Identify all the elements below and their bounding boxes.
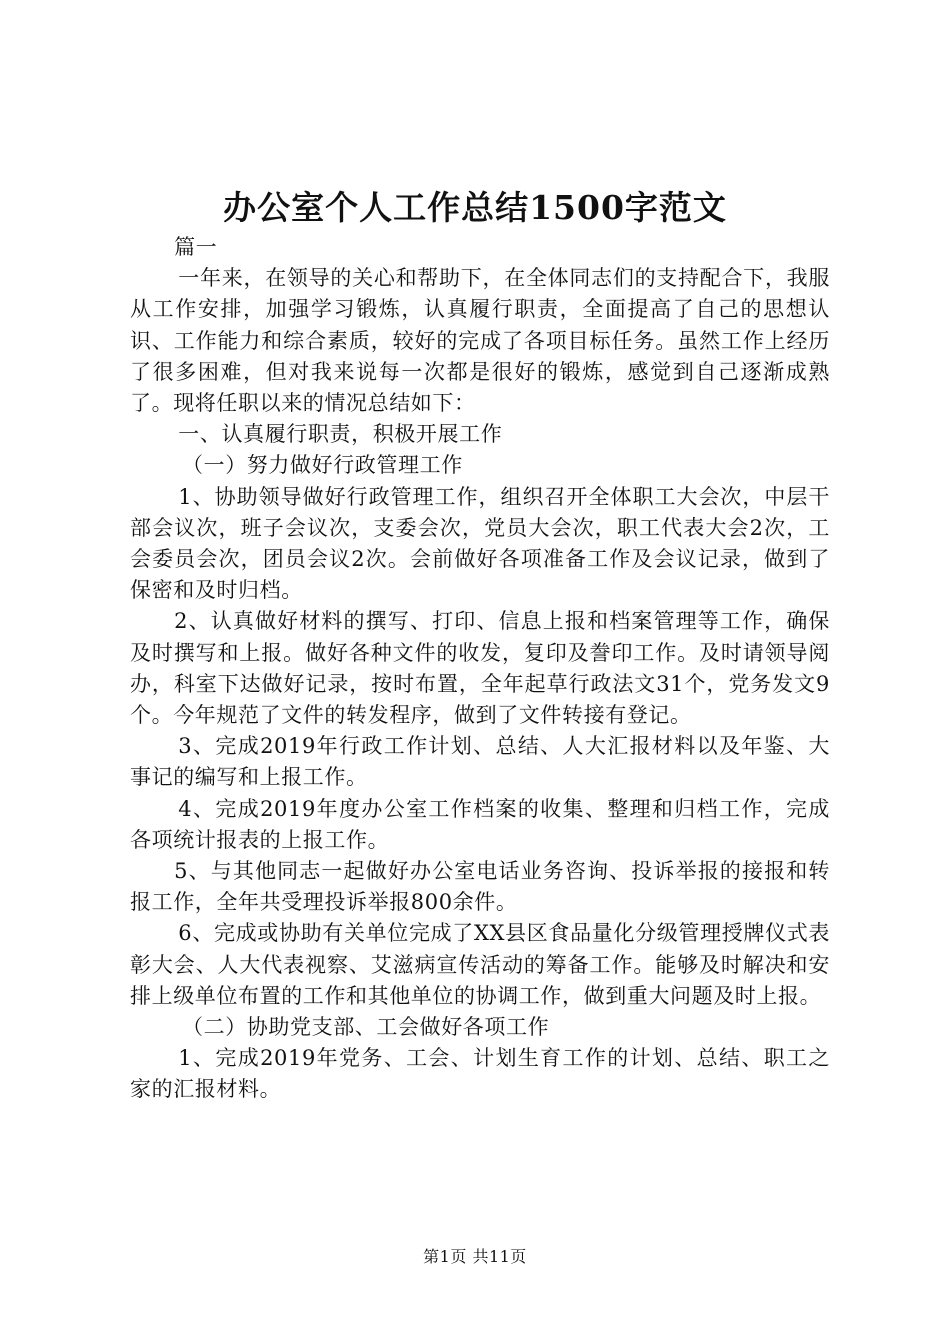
section-label: 篇一 — [174, 235, 218, 259]
section-heading: 一、认真履行职责，积极开展工作 — [178, 422, 503, 447]
list-item: 1、协助领导做好行政管理工作，组织召开全体职工大会次，中层干部会议次，班子会议次，支委会次，党员大会次，职工代表大会2次，工会委员会次，团员会议2次。会前做好各项准备工作及会议记录，做到了保密和及时归档。 — [130, 484, 830, 603]
document-title: 办公室个人工作总结1500字范文 — [223, 188, 727, 227]
list-item: 4、完成2019年度办公室工作档案的收集、整理和归档工作，完成各项统计报表的上报工作。 — [130, 796, 830, 852]
subsection-heading: （一）努力做好行政管理工作 — [182, 453, 463, 478]
list-item: 3、完成2019年行政工作计划、总结、人大汇报材料以及年鉴、大事记的编写和上报工作。 — [130, 734, 830, 790]
list-item: 1、完成2019年党务、工会、计划生育工作的计划、总结、职工之家的汇报材料。 — [130, 1046, 830, 1102]
list-item: 2、认真做好材料的撰写、打印、信息上报和档案管理等工作，确保及时撰写和上报。做好各种文件的收发，复印及誊印工作。及时请领导阅办，科室下达做好记录，按时布置，全年起草行政法文31个，党务发文9个。今年规范了文件的转发程序，做到了文件转接有登记。 — [130, 609, 830, 728]
list-item: 6、完成或协助有关单位完成了XX县区食品量化分级管理授牌仪式表彰大会、人大代表视察、艾滋病宣传活动的筹备工作。能够及时解决和安排上级单位布置的工作和其他单位的协调工作，做到重大问题及时上报。 — [130, 921, 830, 1008]
list-item: 5、与其他同志一起做好办公室电话业务咨询、投诉举报的接报和转报工作，全年共受理投诉举报800余件。 — [130, 859, 830, 915]
intro-paragraph: 一年来，在领导的关心和帮助下，在全体同志们的支持配合下，我服从工作安排，加强学习锻炼，认真履行职责，全面提高了自己的思想认识、工作能力和综合素质，较好的完成了各项目标任务。虽然工作上经历了很多困难，但对我来说每一次都是很好的锻炼，感觉到自己逐渐成熟了。现将任职以来的情况总结如下： — [130, 266, 830, 416]
subsection-heading: （二）协助党支部、工会做好各项工作 — [182, 1015, 550, 1040]
page-number: 第1页 共11页 — [423, 1247, 527, 1266]
document-body — [130, 232, 830, 1106]
